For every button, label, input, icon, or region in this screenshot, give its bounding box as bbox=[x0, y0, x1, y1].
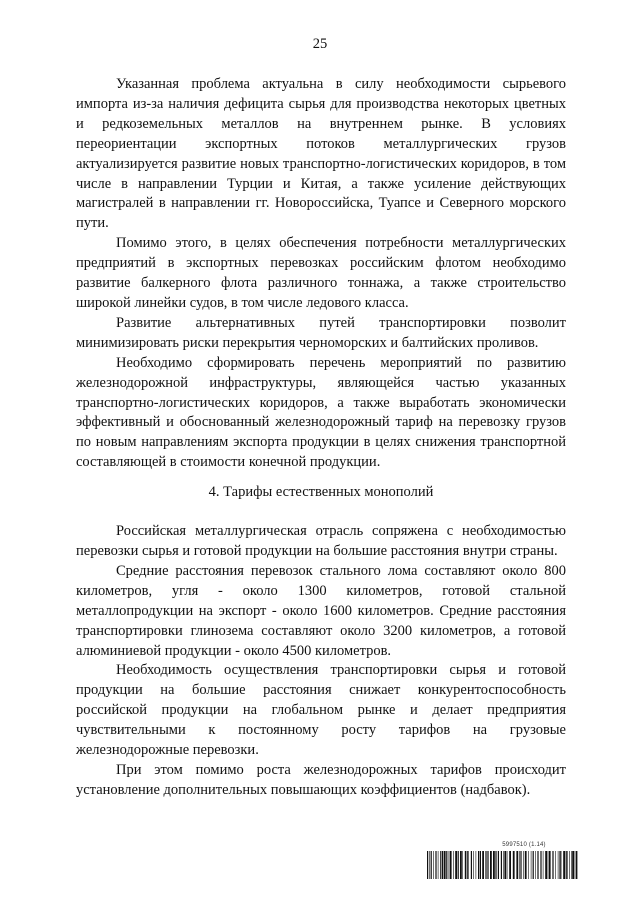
body-text bbox=[76, 75, 566, 801]
section-heading: 4. Тарифы естественных монополий bbox=[208, 484, 434, 501]
paragraph-long-distance: Российская металлургическая отрасль сопряжена с необходимостью перевозки сырья и готовой продукции на большие расстояния внутри страны. bbox=[76, 523, 566, 560]
paragraph-competitiveness: Необходимость осуществления транспортировки сырья и готовой продукции на большие расстояния снижает конкурентоспособность российской продукции на глобальном рынке и делает предприятия чувствительными к постоянному росту тарифов на грузовые железнодорожные перевозки. bbox=[76, 662, 566, 759]
paragraph-sырьевой-импорт: Указанная проблема актуальна в силу необходимости сырьевого импорта из-за наличия дефицита сырья для производства некоторых цветных и редкоземельных металлов на внутреннем рынке. В условиях переориентации экспортных потоков металлургических грузов актуализируется развитие новых транспортно-логистических коридоров, в том числе в направлении Турции и Китая, а также усиление действующих магистралей в направлении гг. Новороссийска, Туапсе и Северного морского пути. bbox=[76, 76, 566, 232]
paragraph-surcharges: При этом помимо роста железнодорожных тарифов происходит установление дополнительных повышающих коэффициентов (надбавок). bbox=[76, 762, 566, 798]
document-code: 5997510 (1.14) bbox=[502, 842, 546, 848]
paragraph-railway-infrastructure: Необходимо сформировать перечень мероприятий по развитию железнодорожной инфраструктуры, являющейся частью указанных транспортно-логистических коридоров, а также выработать экономически эффективный и обоснованный железнодорожный тариф на перевозку грузов по новым направлениям экспорта продукции в целях снижения транспортной составляющей в стоимости конечной продукции. bbox=[76, 354, 566, 471]
barcode-image bbox=[427, 851, 578, 879]
paragraph-alternative-routes: Развитие альтернативных путей транспортировки позволит минимизировать риски перекрытия черноморских и балтийских проливов. bbox=[76, 314, 566, 351]
page-number: 25 bbox=[312, 36, 328, 52]
paragraph-average-distances: Средние расстояния перевозок стального лома составляют около 800 километров, угля - около 1300 километров, готовой стальной металлопродукции на экспорт - около 1600 километров. Средние расстояния транспортировки глинозема составляют около 3200 километров, а готовой алюминиевой продукции - около 4500 километров. bbox=[76, 562, 566, 659]
paragraph-balker-fleet: Помимо этого, в целях обеспечения потребности металлургических предприятий в экспортных перевозках российским флотом необходимо развитие балкерного флота различного тоннажа, а также строительство широкой линейки судов, в том числе ледового класса. bbox=[76, 235, 566, 311]
